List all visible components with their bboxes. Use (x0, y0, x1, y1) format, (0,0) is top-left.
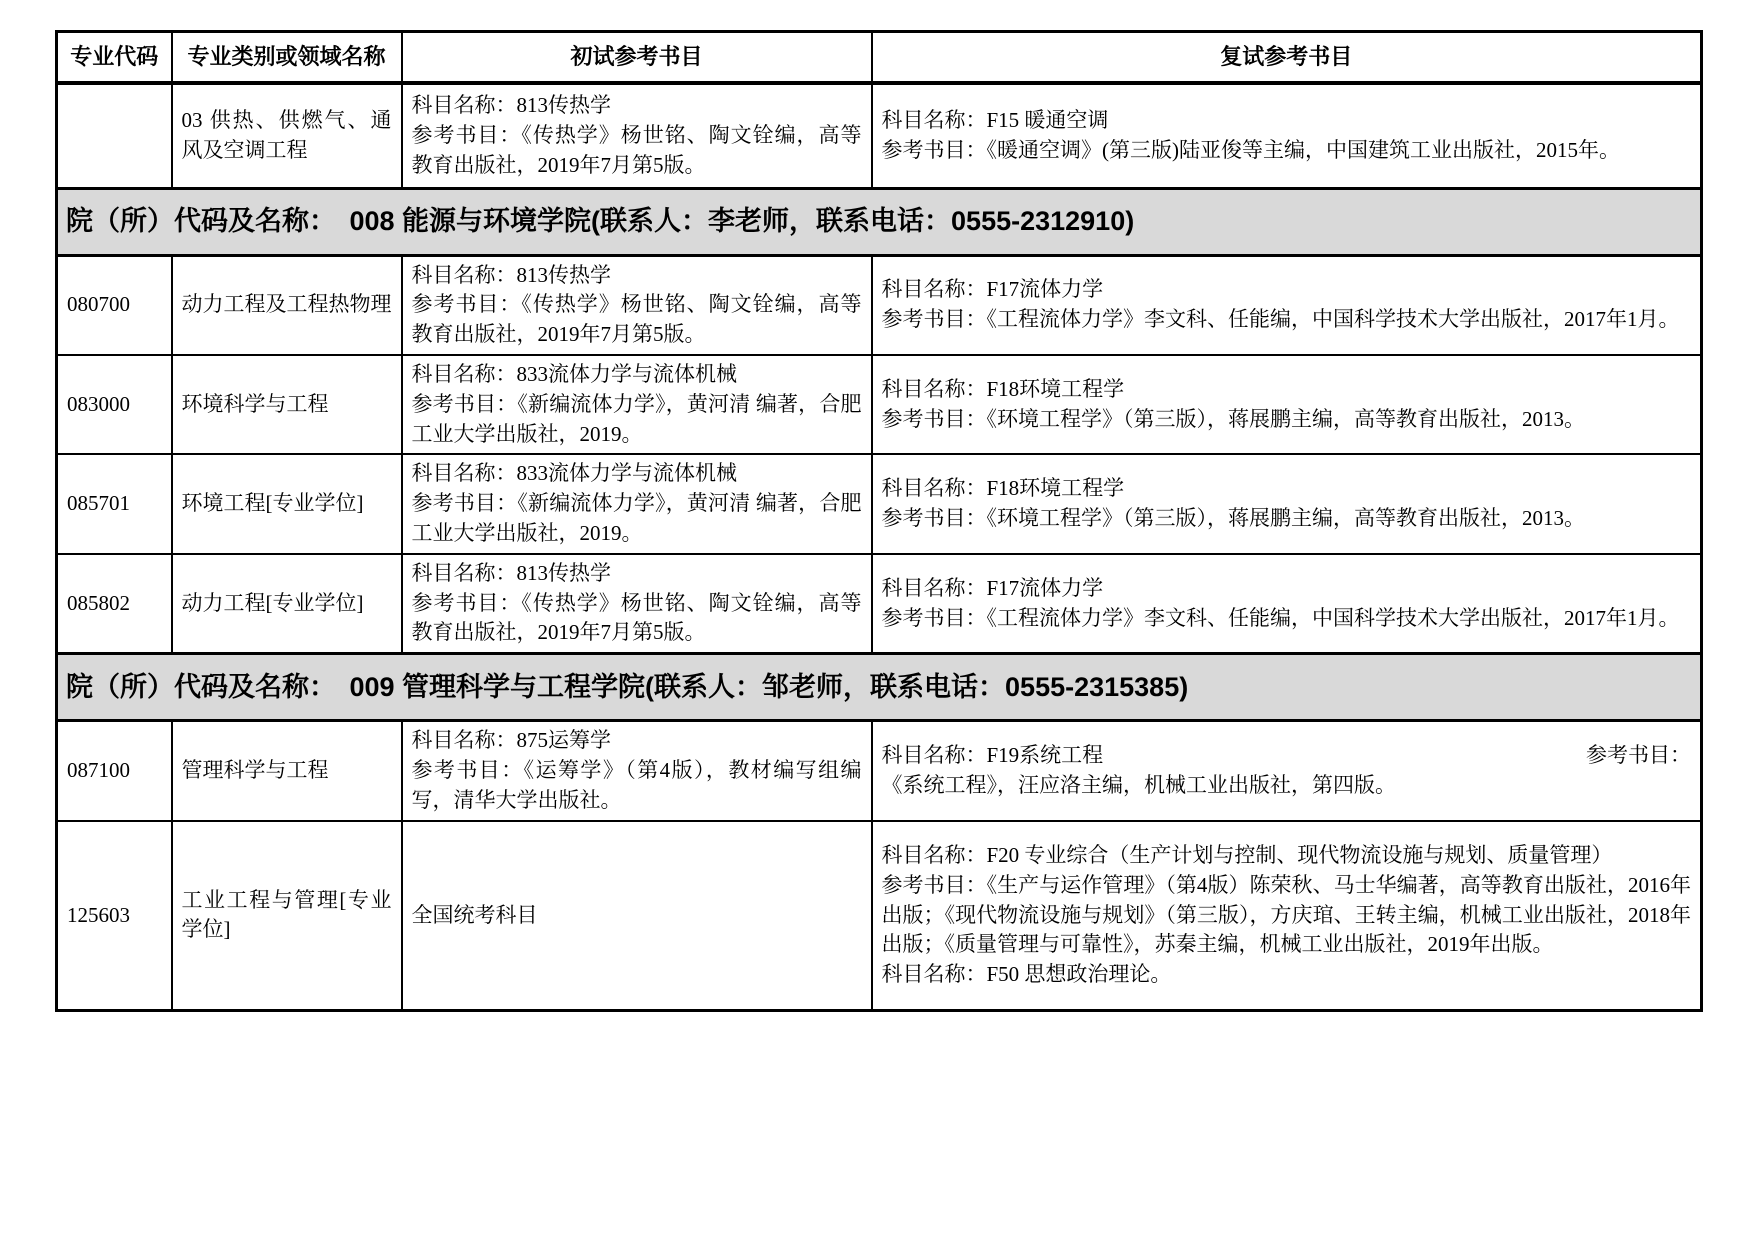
retest-books-cell (872, 255, 1702, 355)
books-line: 参考书目：《环境工程学》（第三版），蒋展鹏主编，高等教育出版社，2013。 (881, 406, 1585, 431)
table-row (57, 554, 1702, 654)
retest-books-cell (872, 355, 1702, 454)
major-name-cell: 03 供热、供燃气、通风及空调工程 (172, 83, 402, 188)
section-header-008: 院（所）代码及名称： 008 能源与环境学院(联系人：李老师，联系电话：0555-2312910) (57, 188, 1702, 255)
subject-line: 科目名称：813传热学 (411, 262, 611, 287)
major-name-cell: 动力工程及工程热物理 (172, 255, 402, 355)
subject-line: 科目名称：833流体力学与流体机械 (411, 461, 737, 486)
table-row (57, 355, 1702, 454)
books-line: 参考书目：《新编流体力学》，黄河清 编著，合肥工业大学出版社，2019。 (411, 491, 862, 545)
initial-books-cell (402, 721, 872, 821)
subject-line: 科目名称：F17流体力学 (881, 277, 1104, 302)
initial-books-cell: 全国统考科目 (402, 821, 872, 1011)
initial-books-cell (402, 554, 872, 654)
initial-books-cell (402, 255, 872, 355)
initial-books-cell (402, 355, 872, 454)
books-line: 参考书目：《工程流体力学》李文科、任能编，中国科学技术大学出版社，2017年1月。 (881, 307, 1680, 332)
retest-books-cell (872, 554, 1702, 654)
books-line: 参考书目：《新编流体力学》，黄河清 编著，合肥工业大学出版社，2019。 (411, 391, 862, 446)
subject-line: 科目名称：F17流体力学 (881, 575, 1104, 600)
subject-line: 科目名称：813传热学 (411, 560, 611, 585)
major-code-cell: 087100 (57, 721, 172, 821)
books-line: 《系统工程》，汪应洛主编，机械工业出版社，第四版。 (881, 772, 1396, 797)
major-code-cell (57, 83, 172, 188)
table-row (57, 83, 1702, 188)
retest-books-cell (872, 454, 1702, 553)
subject-line (882, 741, 1692, 771)
table-header-row (57, 32, 1702, 84)
subject-line-2: 科目名称：F50 思想政治理论。 (881, 962, 1172, 987)
books-line: 参考书目：《传热学》杨世铭、陶文铨编，高等教育出版社，2019年7月第5版。 (411, 122, 862, 177)
subject-line: 科目名称：F20 专业综合（生产计划与控制、现代物流设施与规划、质量管理） (881, 842, 1613, 867)
major-name-cell: 动力工程[专业学位] (172, 554, 402, 654)
column-header-retest-books: 复试参考书目 (872, 32, 1702, 84)
subject-name: 科目名称：F19系统工程 (881, 743, 1104, 768)
major-code-cell: 080700 (57, 255, 172, 355)
table-row (57, 255, 1702, 355)
section-header-row (57, 188, 1702, 255)
retest-books-cell (872, 821, 1702, 1011)
major-name-cell: 管理科学与工程 (172, 721, 402, 821)
subject-line: 科目名称：833流体力学与流体机械 (411, 361, 737, 386)
subject-line: 科目名称：F18环境工程学 (881, 476, 1125, 501)
books-line: 参考书目：《环境工程学》（第三版），蒋展鹏主编，高等教育出版社，2013。 (881, 506, 1585, 531)
section-header-009: 院（所）代码及名称： 009 管理科学与工程学院(联系人：邹老师，联系电话：0555-2315385) (57, 654, 1702, 721)
books-line: 参考书目：《暖通空调》(第三版)陆亚俊等主编，中国建筑工业出版社，2015年。 (881, 137, 1620, 162)
subject-line: 科目名称：875运筹学 (411, 728, 611, 753)
subject-line: 科目名称：813传热学 (411, 93, 611, 118)
major-code-cell: 085701 (57, 454, 172, 553)
column-header-major-name: 专业类别或领域名称 (172, 32, 402, 84)
major-code-cell: 085802 (57, 554, 172, 654)
initial-books-cell (402, 454, 872, 553)
major-name-cell: 工业工程与管理[专业学位] (172, 821, 402, 1011)
books-line: 参考书目：《运筹学》（第4版），教材编写组编写，清华大学出版社。 (411, 758, 862, 812)
initial-books-cell (402, 83, 872, 188)
books-line: 参考书目：《传热学》杨世铭、陶文铨编，高等教育出版社，2019年7月第5版。 (411, 292, 862, 347)
major-name-cell: 环境工程[专业学位] (172, 454, 402, 553)
major-name-cell: 环境科学与工程 (172, 355, 402, 454)
reference-books-table (55, 30, 1703, 1012)
books-label: 参考书目： (1586, 743, 1691, 768)
subject-line: 科目名称：F18环境工程学 (881, 376, 1125, 401)
books-line: 参考书目：《传热学》杨世铭、陶文铨编，高等教育出版社，2019年7月第5版。 (411, 590, 862, 645)
table-row (57, 821, 1702, 1011)
subject-line: 科目名称：F15 暖通空调 (881, 107, 1109, 132)
table-row (57, 454, 1702, 553)
books-line: 参考书目：《生产与运作管理》（第4版）陈荣秋、马士华编著，高等教育出版社，2016年出版；《现代物流设施与规划》（第三版），方庆琯、王转主编，机械工业出版社，2018年出版；《质量管理与可靠性》，苏秦主编，机械工业出版社，2019年出版。 (881, 872, 1691, 957)
major-code-cell: 125603 (57, 821, 172, 1011)
books-line: 参考书目：《工程流体力学》李文科、任能编，中国科学技术大学出版社，2017年1月。 (881, 605, 1680, 630)
section-header-row (57, 654, 1702, 721)
table-row (57, 721, 1702, 821)
column-header-initial-exam-books: 初试参考书目 (402, 32, 872, 84)
major-code-cell: 083000 (57, 355, 172, 454)
retest-books-cell (872, 721, 1702, 821)
column-header-major-code: 专业代码 (57, 32, 172, 84)
retest-books-cell (872, 83, 1702, 188)
